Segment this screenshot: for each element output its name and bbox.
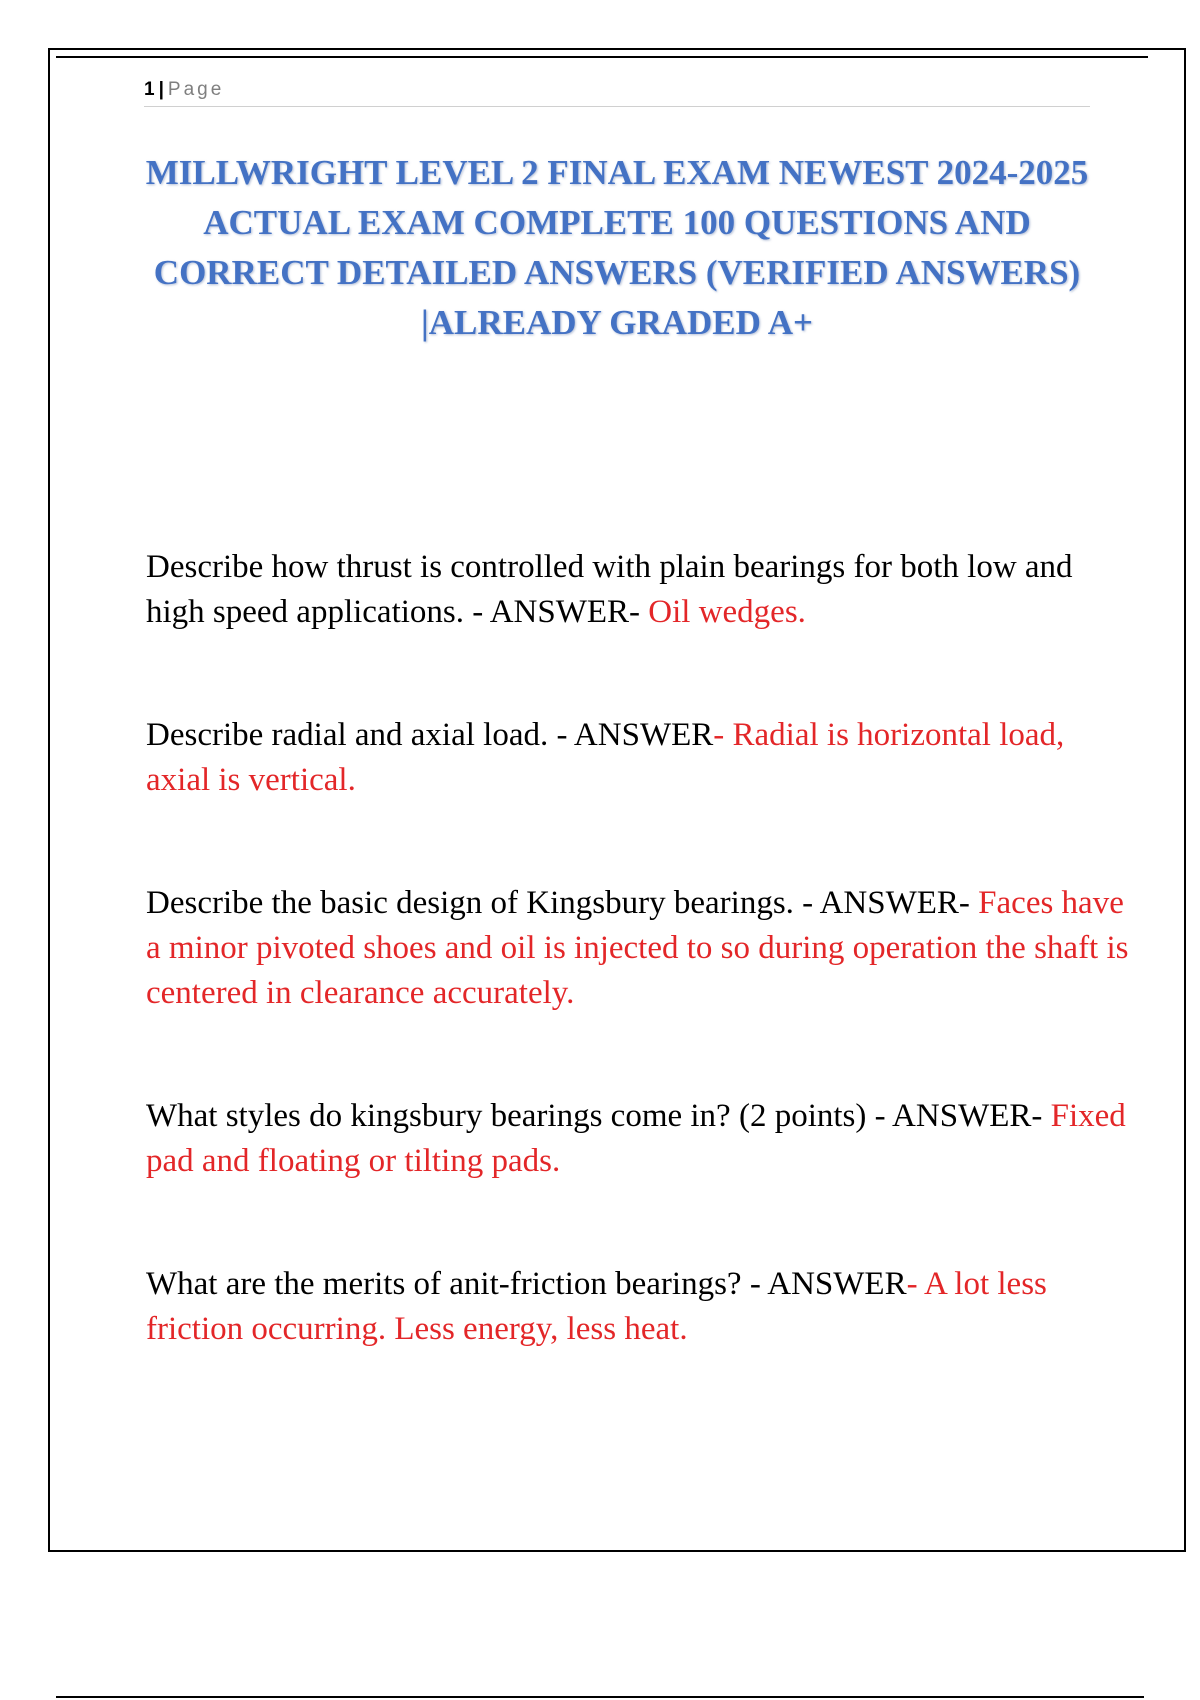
page-header	[144, 76, 1090, 107]
page-frame	[48, 48, 1186, 1552]
qa-list	[146, 545, 1136, 1352]
question-text: Describe radial and axial load. -	[146, 717, 568, 753]
question-text: Describe the basic design of Kingsbury bearings. -	[146, 885, 814, 921]
qa-item-2	[146, 713, 1136, 803]
qa-item-3	[146, 881, 1136, 1016]
qa-item-5	[146, 1262, 1136, 1352]
question-text: Describe how thrust is controlled with plain bearings for both low and high speed applications. -	[146, 549, 1073, 630]
answer-label: ANSWER-	[489, 594, 641, 630]
question-text: What styles do kingsbury bearings come in? (2 points) -	[146, 1098, 886, 1134]
answer-label: ANSWER-	[892, 1098, 1043, 1134]
page-separator: |	[158, 79, 164, 100]
qa-item-4	[146, 1094, 1136, 1184]
next-page-top-rule	[56, 1696, 1144, 1698]
answer-label: ANSWER	[573, 717, 714, 753]
answer-text: - A lot less friction occurring. Less energy, less heat.	[146, 1266, 1047, 1347]
answer-text: Faces have a minor pivoted shoes and oil is injected to so during operation the shaft is centered in clearance accurately.	[146, 885, 1129, 1011]
qa-item-1	[146, 545, 1136, 635]
question-text: What are the merits of anit-friction bearings? -	[146, 1266, 761, 1302]
answer-text: Oil wedges.	[648, 594, 806, 630]
document-title: MILLWRIGHT LEVEL 2 FINAL EXAM NEWEST 2024-2025 ACTUAL EXAM COMPLETE 100 QUESTIONS AND CORRECT DETAILED ANSWERS (VERIFIED ANSWERS) |ALREADY GRADED A+	[145, 153, 1089, 342]
page-number: 1	[144, 79, 155, 100]
answer-label: ANSWER-	[819, 885, 970, 921]
page-label: Page	[167, 79, 225, 100]
answer-text: Fixed pad and floating or tilting pads.	[146, 1098, 1126, 1179]
answer-label: ANSWER	[767, 1266, 907, 1302]
top-rule	[56, 56, 1148, 58]
answer-text: - Radial is horizontal load, axial is vertical.	[146, 717, 1065, 798]
